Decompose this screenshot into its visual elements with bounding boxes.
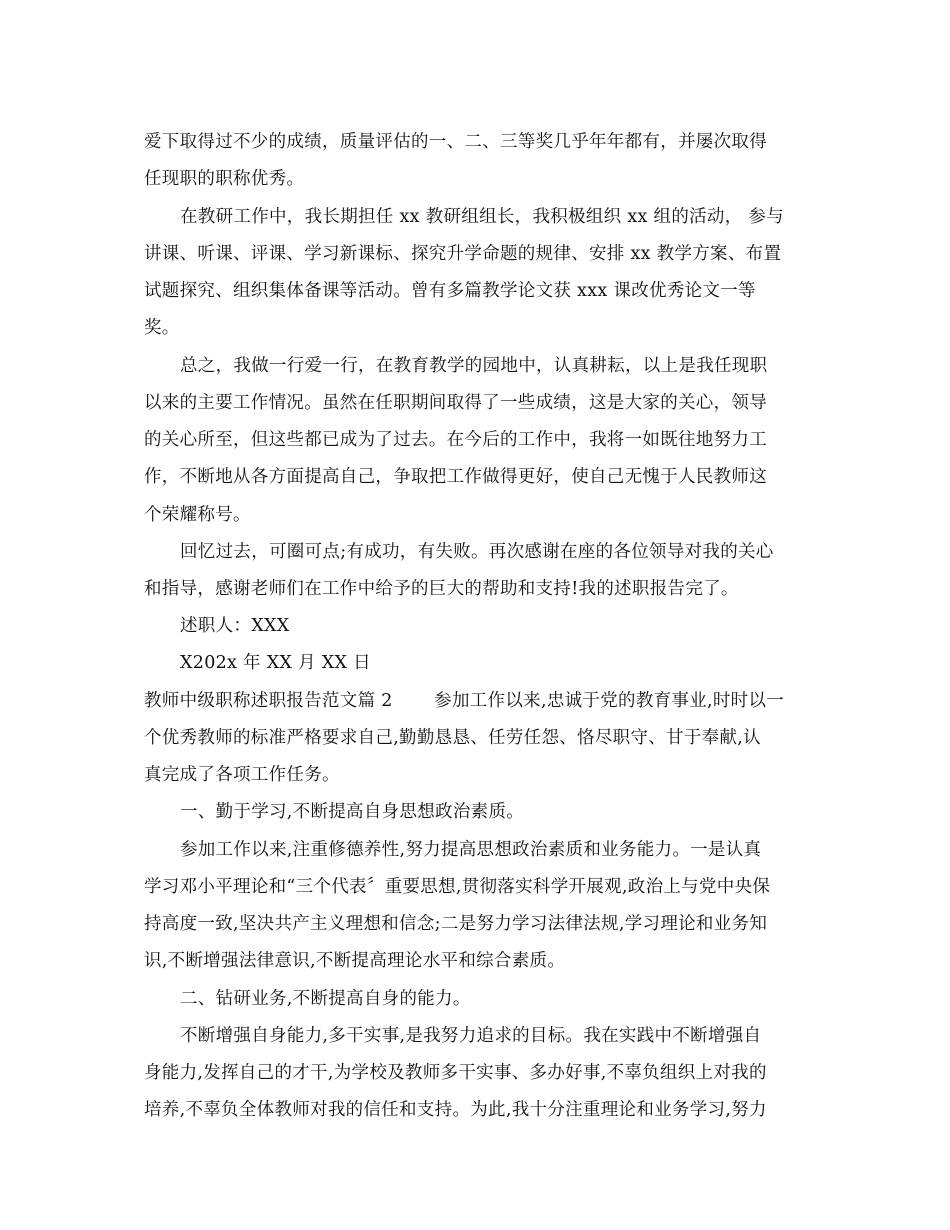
heading-line: 二、钻研业务,不断提高自身的能力。 — [180, 989, 471, 1009]
date-line: X202x 年 XX 月 XX 日 — [180, 653, 371, 673]
text-line: 识,不断增强法律意识,不断提高理论水平和综合素质。 — [144, 951, 566, 971]
text-line: 身能力,发挥自己的才干,为学校及教师多干实事、多办好事,不辜负组织上对我的 — [144, 1063, 767, 1083]
text-line: 培养,不辜负全体教师对我的信任和支持。为此,我十分注重理论和业务学习,努力 — [144, 1100, 767, 1120]
text-line: 试题探究、组织集体备课等活动。曾有多篇教学论文获 xxx 课改优秀论文一等 — [144, 281, 756, 301]
text-line: 学习邓小平理论和“三个代表〞重要思想,贯彻落实科学开展观,政治上与党中央保 — [144, 877, 771, 897]
text-line: 不断增强自身能力,多干实事,是我努力追求的目标。我在实践中不断增强自 — [180, 1026, 762, 1046]
text-line: 回忆过去，可圈可点;有成功，有失败。再次感谢在座的各位领导对我的关心 — [180, 542, 774, 562]
signature-line: 述职人：XXX — [180, 616, 290, 636]
text-line: 讲课、听课、评课、学习新课标、探究升学命题的规律、安排 xx 教学方案、布置 — [144, 244, 782, 264]
text-line: 作，不断地从各方面提高自己，争取把工作做得更好，使自己无愧于人民教师这 — [144, 467, 767, 487]
text-line: 的关心所至，但这些都已成为了过去。在今后的工作中，我将一如既往地努力工 — [144, 430, 767, 450]
text-line: 任现职的职称优秀。 — [144, 169, 305, 189]
text-line: 爱下取得过不少的成绩，质量评估的一、二、三等奖几乎年年都有，并屡次取得 — [144, 132, 767, 152]
heading-line: 一、勤于学习,不断提高自身思想政治素质。 — [180, 802, 525, 822]
section-title-line: 教师中级职称述职报告范文篇 2 参加工作以来,忠诚于党的教育事业,时时以一 — [144, 691, 785, 711]
text-line: 个优秀教师的标准严格要求自己,勤勤恳恳、任劳任怨、恪尽职守、甘于奉献,认 — [144, 728, 761, 748]
text-line: 持高度一致,坚决共产主义理想和信念;二是努力学习法律法规,学习理论和业务知 — [144, 914, 768, 934]
text-line: 以来的主要工作情况。虽然在任职期间取得了一些成绩，这是大家的关心，领导 — [144, 393, 767, 413]
text-line: 奖。 — [144, 318, 180, 338]
text-line: 在教研工作中，我长期担任 xx 教研组组长，我积极组织 xx 组的活动， 参与 — [180, 207, 784, 227]
text-line: 真完成了各项工作任务。 — [144, 765, 340, 785]
text-line: 参加工作以来,注重修德养性,努力提高思想政治素质和业务能力。一是认真 — [180, 840, 762, 860]
text-line: 个荣耀称号。 — [144, 505, 251, 525]
text-line: 和指导，感谢老师们在工作中给予的巨大的帮助和支持!我的述职报告完了。 — [144, 579, 739, 599]
text-line: 总之，我做一行爱一行，在教育教学的园地中，认真耕耘，以上是我任现职 — [180, 356, 768, 376]
